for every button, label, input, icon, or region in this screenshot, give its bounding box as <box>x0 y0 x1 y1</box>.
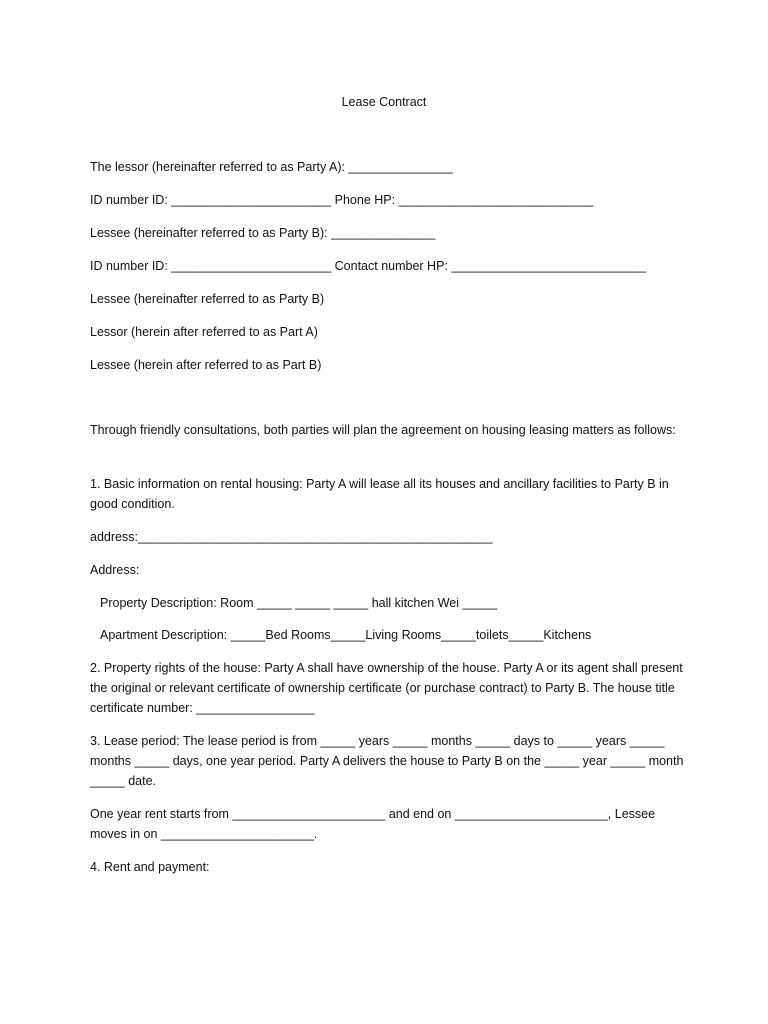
lessor-line: The lessor (hereinafter referred to as Party A): _______________ <box>90 160 453 174</box>
clause-2-paragraph: 2. Property rights of the house: Party A shall have ownership of the house. Party A or its agent shall present the original or relevant certificate of ownership certificate (or purchase contract) to Party B. The house title certificate number: _________________ <box>90 661 683 715</box>
lessee-line: Lessee (hereinafter referred to as Party B): _______________ <box>90 226 436 240</box>
lessor-id-phone-line: ID number ID: _______________________ Phone HP: ____________________________ <box>90 193 594 207</box>
lessee-part-b-line: Lessee (herein after referred to as Part B) <box>90 358 322 372</box>
clause-4-heading: 4. Rent and payment: <box>90 860 210 874</box>
address-line-lower: address:___________________________________________________ <box>90 530 493 544</box>
lessee-definition-line: Lessee (hereinafter referred to as Party B) <box>90 292 325 306</box>
rent-period-paragraph: One year rent starts from ______________________ and end on ______________________, Lessee moves in on ______________________. <box>90 807 656 841</box>
lessor-part-a-line: Lessor (herein after referred to as Part A) <box>90 325 318 339</box>
clause-3-paragraph: 3. Lease period: The lease period is from _____ years _____ months _____ days to _____ years _____ months _____ days, one year period. Party A delivers the house to Party B on the _____ year _____ month _____ date. <box>90 734 684 788</box>
clause-1-paragraph: 1. Basic information on rental housing: Party A will lease all its houses and ancillary facilities to Party B in good condition. <box>90 477 669 511</box>
property-description-line: Property Description: Room _____ _____ _____ hall kitchen Wei _____ <box>100 596 498 610</box>
document-title: Lease Contract <box>341 95 427 109</box>
apartment-description-line: Apartment Description: _____Bed Rooms_____Living Rooms_____toilets_____Kitchens <box>100 628 592 642</box>
lessee-id-contact-line: ID number ID: _______________________ Contact number HP: ____________________________ <box>90 259 647 273</box>
address-line-upper: Address: <box>90 563 140 577</box>
intro-paragraph: Through friendly consultations, both parties will plan the agreement on housing leasing matters as follows: <box>90 423 676 437</box>
